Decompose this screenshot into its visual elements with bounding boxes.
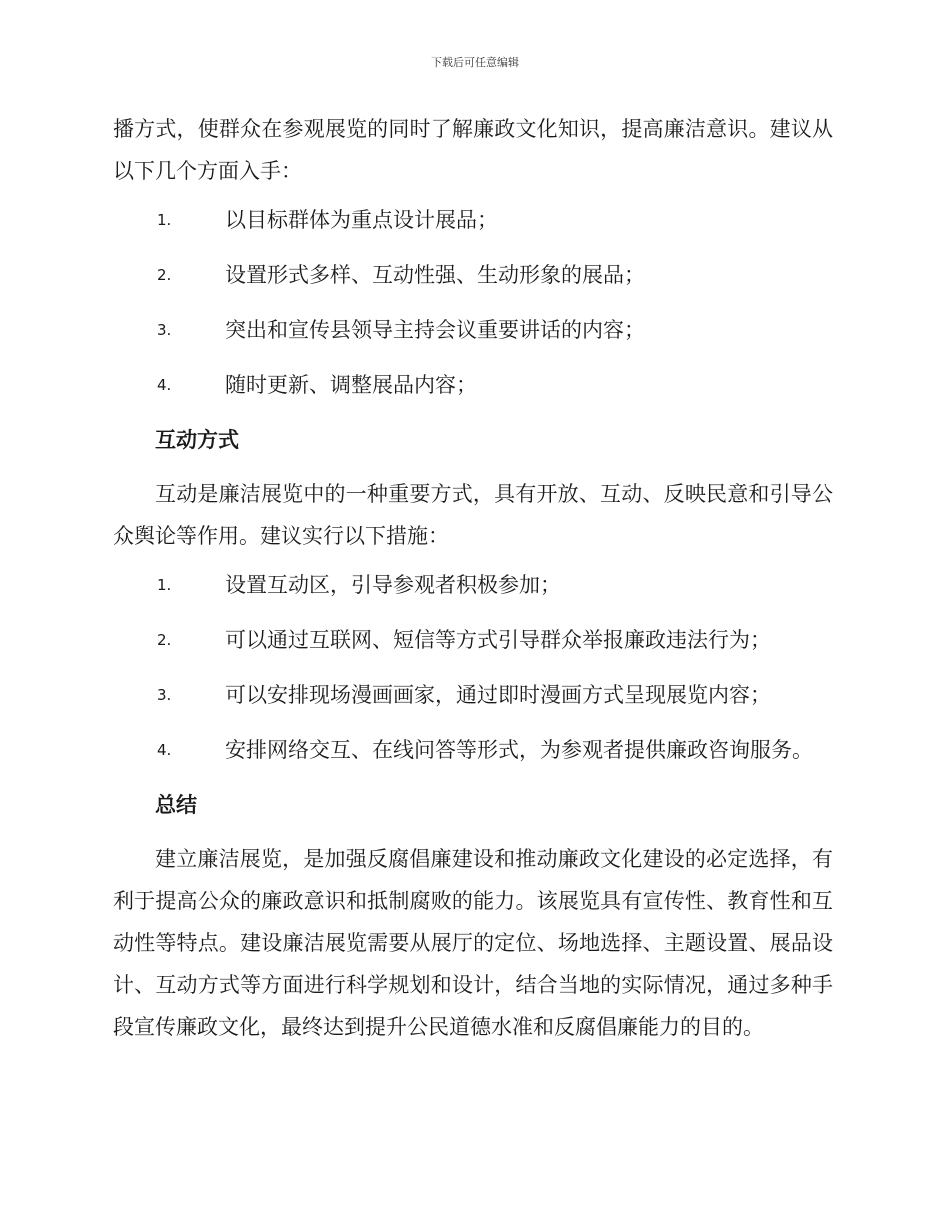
measures-list-2 [113, 570, 833, 790]
list-item [113, 625, 833, 680]
intro-paragraph: 播方式，使群众在参观展览的同时了解廉政文化知识，提高廉洁意识。建议从以下几个方面入手： [113, 117, 833, 183]
section-heading-interaction: 互动方式 [155, 428, 239, 452]
list-text: 可以安排现场漫画画家，通过即时漫画方式呈现展览内容； [225, 683, 771, 707]
list-text: 设置互动区，引导参观者积极参加； [225, 573, 561, 597]
list-text: 安排网络交互、在线问答等形式，为参观者提供廉政咨询服务。 [225, 738, 813, 762]
list-number: 3. [157, 686, 172, 704]
section-heading-summary: 总结 [155, 793, 197, 817]
list-number: 4. [157, 376, 172, 394]
list-number: 2. [157, 266, 172, 284]
interaction-paragraph: 互动是廉洁展览中的一种重要方式，具有开放、互动、反映民意和引导公众舆论等作用。建议实行以下措施： [113, 482, 833, 548]
list-text: 可以通过互联网、短信等方式引导群众举报廉政违法行为； [225, 628, 771, 652]
list-item [113, 260, 833, 315]
list-item [113, 205, 833, 260]
measures-list-1 [113, 205, 833, 425]
document-body [113, 108, 833, 1048]
list-text: 随时更新、调整展品内容； [225, 373, 477, 397]
list-item [113, 315, 833, 370]
list-number: 1. [157, 211, 172, 229]
list-text: 突出和宣传县领导主持会议重要讲话的内容； [225, 318, 645, 342]
list-item [113, 735, 833, 790]
list-number: 4. [157, 741, 172, 759]
list-number: 3. [157, 321, 172, 339]
list-text: 设置形式多样、互动性强、生动形象的展品； [225, 263, 645, 287]
list-item [113, 680, 833, 735]
page-header: 下载后可任意编辑 [431, 56, 519, 69]
list-item [113, 570, 833, 625]
list-number: 2. [157, 631, 172, 649]
list-text: 以目标群体为重点设计展品； [225, 208, 498, 232]
list-item [113, 370, 833, 425]
list-number: 1. [157, 576, 172, 594]
summary-paragraph: 建立廉洁展览，是加强反腐倡廉建设和推动廉政文化建设的必定选择，有利于提高公众的廉政意识和抵制腐败的能力。该展览具有宣传性、教育性和互动性等特点。建设廉洁展览需要从展厅的定位、场地选择、主题设置、展品设计、互动方式等方面进行科学规划和设计，结合当地的实际情况，通过多种手段宣传廉政文化，最终达到提升公民道德水准和反腐倡廉能力的目的。 [113, 847, 833, 1039]
